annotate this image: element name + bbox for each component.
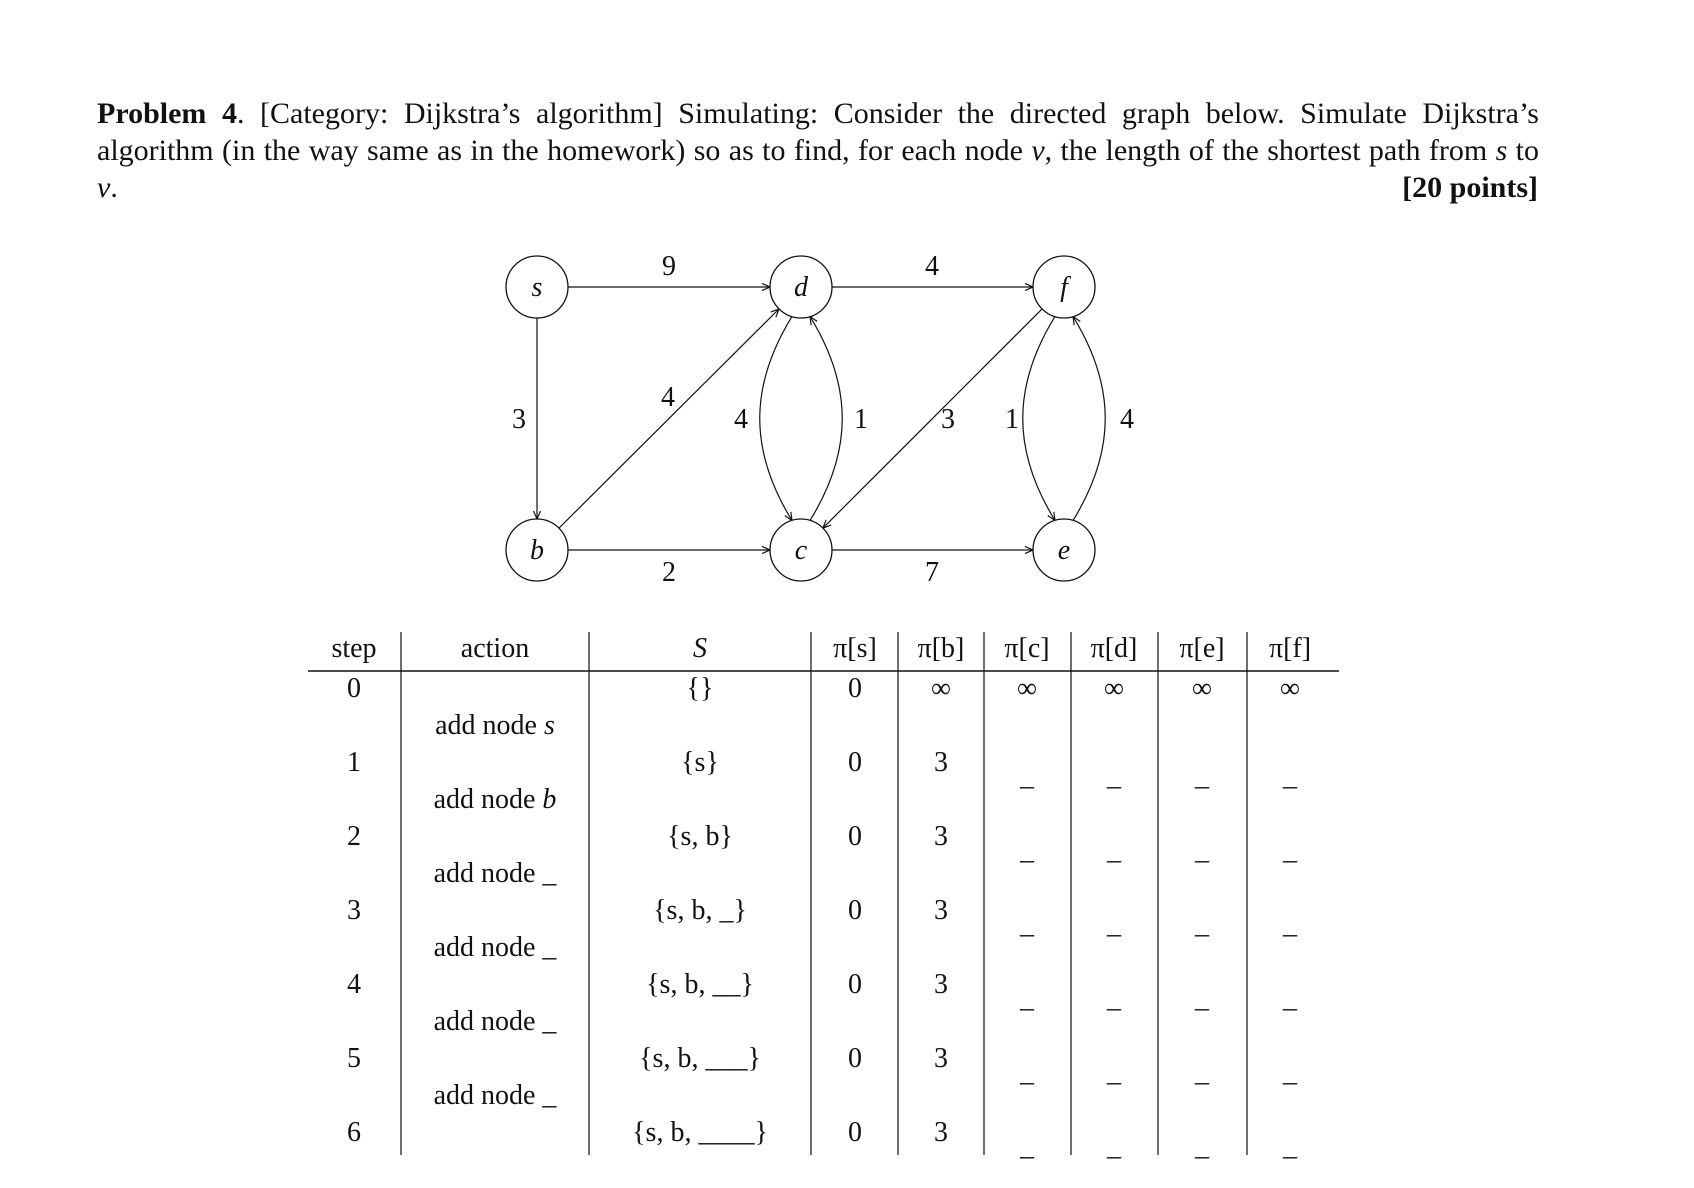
node-label-c: c [794, 535, 808, 566]
problem-body-2: , the length of the shortest path from [1044, 134, 1488, 167]
pi-b-2: 3 [934, 821, 948, 852]
pi-s-3: 0 [848, 895, 862, 926]
problem-period: . [236, 97, 245, 130]
pi-d-5: _ [1107, 1057, 1121, 1088]
pi-c-2: _ [1020, 835, 1034, 866]
header-step: step [331, 633, 377, 664]
pi-b-0: ∞ [931, 673, 951, 704]
header-pi-s: π[s] [833, 633, 877, 664]
pi-s-2: 0 [848, 821, 862, 852]
pi-s-4: 0 [848, 969, 862, 1000]
header-pi-b: π[b] [917, 633, 965, 664]
step-6: 6 [347, 1117, 361, 1148]
pi-d-3: _ [1107, 909, 1121, 940]
pi-b-3: 3 [934, 895, 948, 926]
set-S-4: {s, b, __} [646, 969, 754, 1000]
pi-b-5: 3 [934, 1043, 948, 1074]
pi-e-5: _ [1195, 1057, 1209, 1088]
pi-e-1: _ [1195, 761, 1209, 792]
node-label-b: b [530, 535, 544, 566]
pi-c-1: _ [1020, 761, 1034, 792]
edge-weight-b-d: 4 [661, 382, 675, 413]
node-label-d: d [794, 272, 808, 303]
pi-e-4: _ [1195, 983, 1209, 1014]
edge-weight-s-d: 9 [662, 251, 676, 282]
set-S-5: {s, b, ___} [639, 1043, 761, 1074]
pi-c-4: _ [1020, 983, 1034, 1014]
var-v-2: v [97, 171, 111, 204]
pi-c-0: ∞ [1017, 673, 1037, 704]
edge-weight-e-f: 4 [1120, 404, 1134, 435]
edge-d-c [760, 316, 792, 520]
edge-weight-d-f: 4 [925, 251, 939, 282]
problem-body-3: to [1515, 134, 1539, 167]
pi-d-2: _ [1107, 835, 1121, 866]
action-1: add node b [433, 784, 557, 815]
step-1: 1 [347, 747, 361, 778]
pi-b-1: 3 [934, 747, 948, 778]
edge-weight-d-c: 4 [734, 404, 748, 435]
problem-label: Problem 4 [97, 97, 237, 130]
set-S-3: {s, b, _} [653, 895, 747, 926]
edge-weight-c-d: 1 [854, 404, 868, 435]
header-S: S [693, 633, 707, 664]
action-0: add node s [435, 710, 555, 741]
edge-weight-f-c: 3 [941, 404, 955, 435]
pi-d-1: _ [1107, 761, 1121, 792]
header-action: action [460, 633, 530, 664]
pi-c-5: _ [1020, 1057, 1034, 1088]
step-2: 2 [347, 821, 361, 852]
set-S-6: {s, b, ____} [632, 1117, 768, 1148]
edge-e-f [1073, 316, 1105, 520]
problem-body-1: Simulating: Consider the directed graph below. Simulate Dijkstra’s algorithm (in the way same as in the homework) so as to find, for each node [97, 97, 1539, 167]
edge-weight-s-b: 3 [512, 404, 526, 435]
header-pi-d: π[d] [1090, 633, 1138, 664]
action-3: add node _ [433, 932, 557, 963]
edge-c-d [810, 316, 842, 520]
edge-weight-f-e: 1 [1005, 404, 1019, 435]
header-pi-e: π[e] [1179, 633, 1225, 664]
node-label-e: e [1057, 535, 1071, 566]
pi-s-6: 0 [848, 1117, 862, 1148]
pi-d-4: _ [1107, 983, 1121, 1014]
action-2: add node _ [433, 858, 557, 889]
pi-s-1: 0 [848, 747, 862, 778]
pi-e-0: ∞ [1192, 673, 1212, 704]
pi-c-6: _ [1020, 1131, 1034, 1162]
pi-f-3: _ [1283, 909, 1297, 940]
pi-s-0: 0 [848, 673, 862, 704]
set-S-1: {s} [681, 747, 719, 778]
set-S-0: {} [686, 673, 714, 704]
pi-b-6: 3 [934, 1117, 948, 1148]
pi-b-4: 3 [934, 969, 948, 1000]
pi-f-6: _ [1283, 1131, 1297, 1162]
step-0: 0 [347, 673, 361, 704]
header-pi-f: π[f] [1268, 633, 1312, 664]
pi-c-3: _ [1020, 909, 1034, 940]
var-v: v [1031, 134, 1045, 167]
step-3: 3 [347, 895, 361, 926]
var-s: s [1495, 134, 1508, 167]
pi-e-6: _ [1195, 1131, 1209, 1162]
step-4: 4 [347, 969, 361, 1000]
edge-weight-b-c: 2 [662, 557, 676, 588]
pi-d-6: _ [1107, 1131, 1121, 1162]
pi-f-2: _ [1283, 835, 1297, 866]
pi-f-5: _ [1283, 1057, 1297, 1088]
problem-category: [Category: Dijkstra’s algorithm] [260, 97, 663, 130]
pi-f-4: _ [1283, 983, 1297, 1014]
pi-s-5: 0 [848, 1043, 862, 1074]
action-4: add node _ [433, 1006, 557, 1037]
problem-body-end: . [110, 171, 118, 204]
points-label: [20 points] [1402, 171, 1538, 204]
step-5: 5 [347, 1043, 361, 1074]
pi-e-3: _ [1195, 909, 1209, 940]
pi-e-2: _ [1195, 835, 1209, 866]
edge-weight-c-e: 7 [925, 557, 939, 588]
action-5: add node _ [433, 1080, 557, 1111]
header-pi-c: π[c] [1004, 633, 1050, 664]
pi-d-0: ∞ [1104, 673, 1124, 704]
node-label-f: f [1060, 272, 1068, 303]
node-label-s: s [531, 272, 543, 303]
pi-f-1: _ [1283, 761, 1297, 792]
edge-f-e [1023, 316, 1055, 520]
set-S-2: {s, b} [667, 821, 733, 852]
pi-f-0: ∞ [1280, 673, 1300, 704]
